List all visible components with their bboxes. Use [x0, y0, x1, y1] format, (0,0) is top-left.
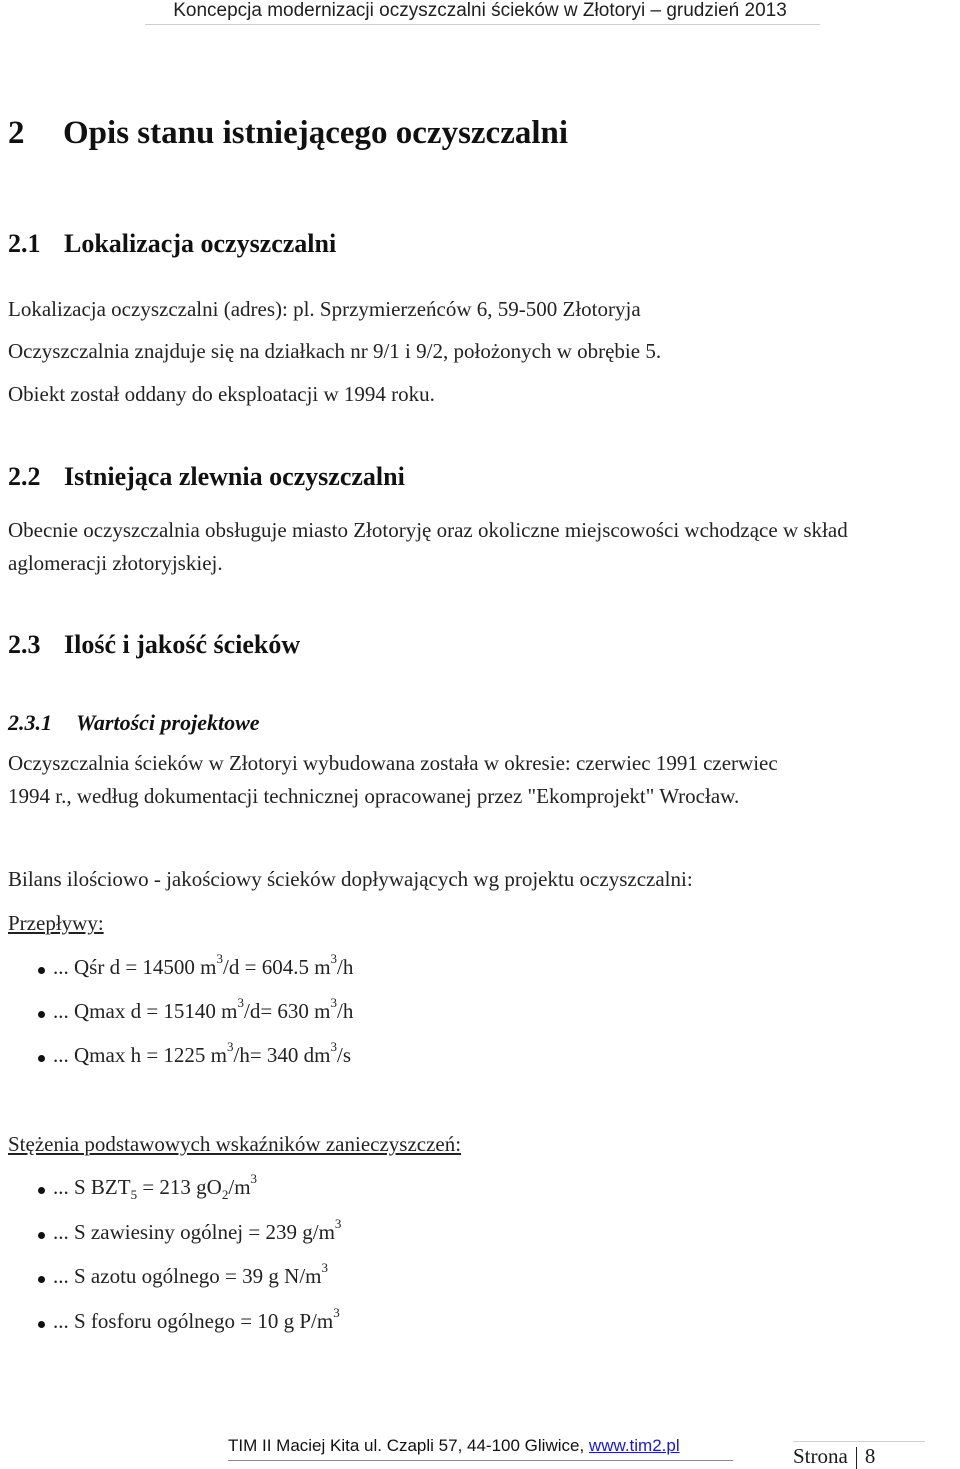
- heading-section-2-3: [8, 630, 300, 660]
- bullet-icon: [38, 1232, 45, 1239]
- heading-section-2: [8, 115, 568, 152]
- bilans-intro: Bilans ilościowo - jakościowy ścieków dopływających wg projektu oczyszczalni:: [8, 867, 693, 891]
- paragraph-line: aglomeracji złotoryjskiej.: [8, 551, 223, 575]
- flows-label: Przepływy:: [8, 911, 104, 935]
- page-separator: [856, 1447, 857, 1469]
- heading-number: 2.2: [8, 462, 41, 491]
- paragraph-line: Obecnie oczyszczalnia obsługuje miasto Złotoryję oraz okoliczne miejscowości wchodzące w skład: [8, 518, 848, 542]
- bullet-icon: [38, 1011, 45, 1018]
- paragraph-line: Obiekt został oddany do eksploatacji w 1994 roku.: [8, 382, 435, 406]
- bullet-icon: [38, 1055, 45, 1062]
- heading-section-2-2: [8, 462, 405, 492]
- page-number-value: 8: [864, 1444, 876, 1468]
- bullet-icon: [38, 1187, 45, 1194]
- heading-number: 2: [8, 115, 25, 151]
- header-text: Koncepcja modernizacji oczyszczalni ścieków w Złotoryi – grudzień 2013: [173, 0, 787, 21]
- page-label: Strona: [793, 1444, 848, 1468]
- heading-section-2-1: [8, 229, 336, 259]
- heading-title: Wartości projektowe: [76, 710, 260, 735]
- header-divider: [145, 24, 820, 25]
- footer-divider: [228, 1460, 733, 1461]
- heading-section-2-3-1: [8, 710, 260, 736]
- heading-number: 2.3: [8, 630, 41, 659]
- bullet-icon: [38, 1321, 45, 1328]
- heading-number: 2.1: [8, 229, 41, 258]
- footer-website-link[interactable]: www.tim2.pl: [588, 1436, 680, 1455]
- heading-title: Istniejąca zlewnia oczyszczalni: [64, 462, 405, 491]
- paragraph-line: Lokalizacja oczyszczalni (adres): pl. Sprzymierzeńców 6, 59-500 Złotoryja: [8, 297, 641, 321]
- footer-text: TIM II Maciej Kita ul. Czapli 57, 44-100 Gliwice,: [228, 1436, 589, 1455]
- heading-number: 2.3.1: [8, 710, 52, 735]
- paragraph-line: Oczyszczalnia znajduje się na działkach nr 9/1 i 9/2, położonych w obrębie 5.: [8, 339, 662, 363]
- heading-title: Opis stanu istniejącego oczyszczalni: [63, 115, 569, 151]
- page-footer: [228, 1436, 680, 1456]
- bullet-icon: [38, 967, 45, 974]
- page-number: [793, 1444, 875, 1469]
- page-number-divider: [793, 1441, 925, 1442]
- paragraph-line: 1994 r., według dokumentacji technicznej opracowanej przez "Ekomprojekt" Wrocław.: [8, 784, 740, 808]
- paragraph-line: Oczyszczalnia ścieków w Złotoryi wybudowana została w okresie: czerwiec 1991 czerwiec: [8, 751, 778, 775]
- heading-title: Lokalizacja oczyszczalni: [64, 229, 337, 258]
- bullet-icon: [38, 1276, 45, 1283]
- page-header: [0, 0, 960, 30]
- concentrations-label: Stężenia podstawowych wskaźników zanieczyszczeń:: [8, 1132, 462, 1156]
- heading-title: Ilość i jakość ścieków: [64, 630, 301, 659]
